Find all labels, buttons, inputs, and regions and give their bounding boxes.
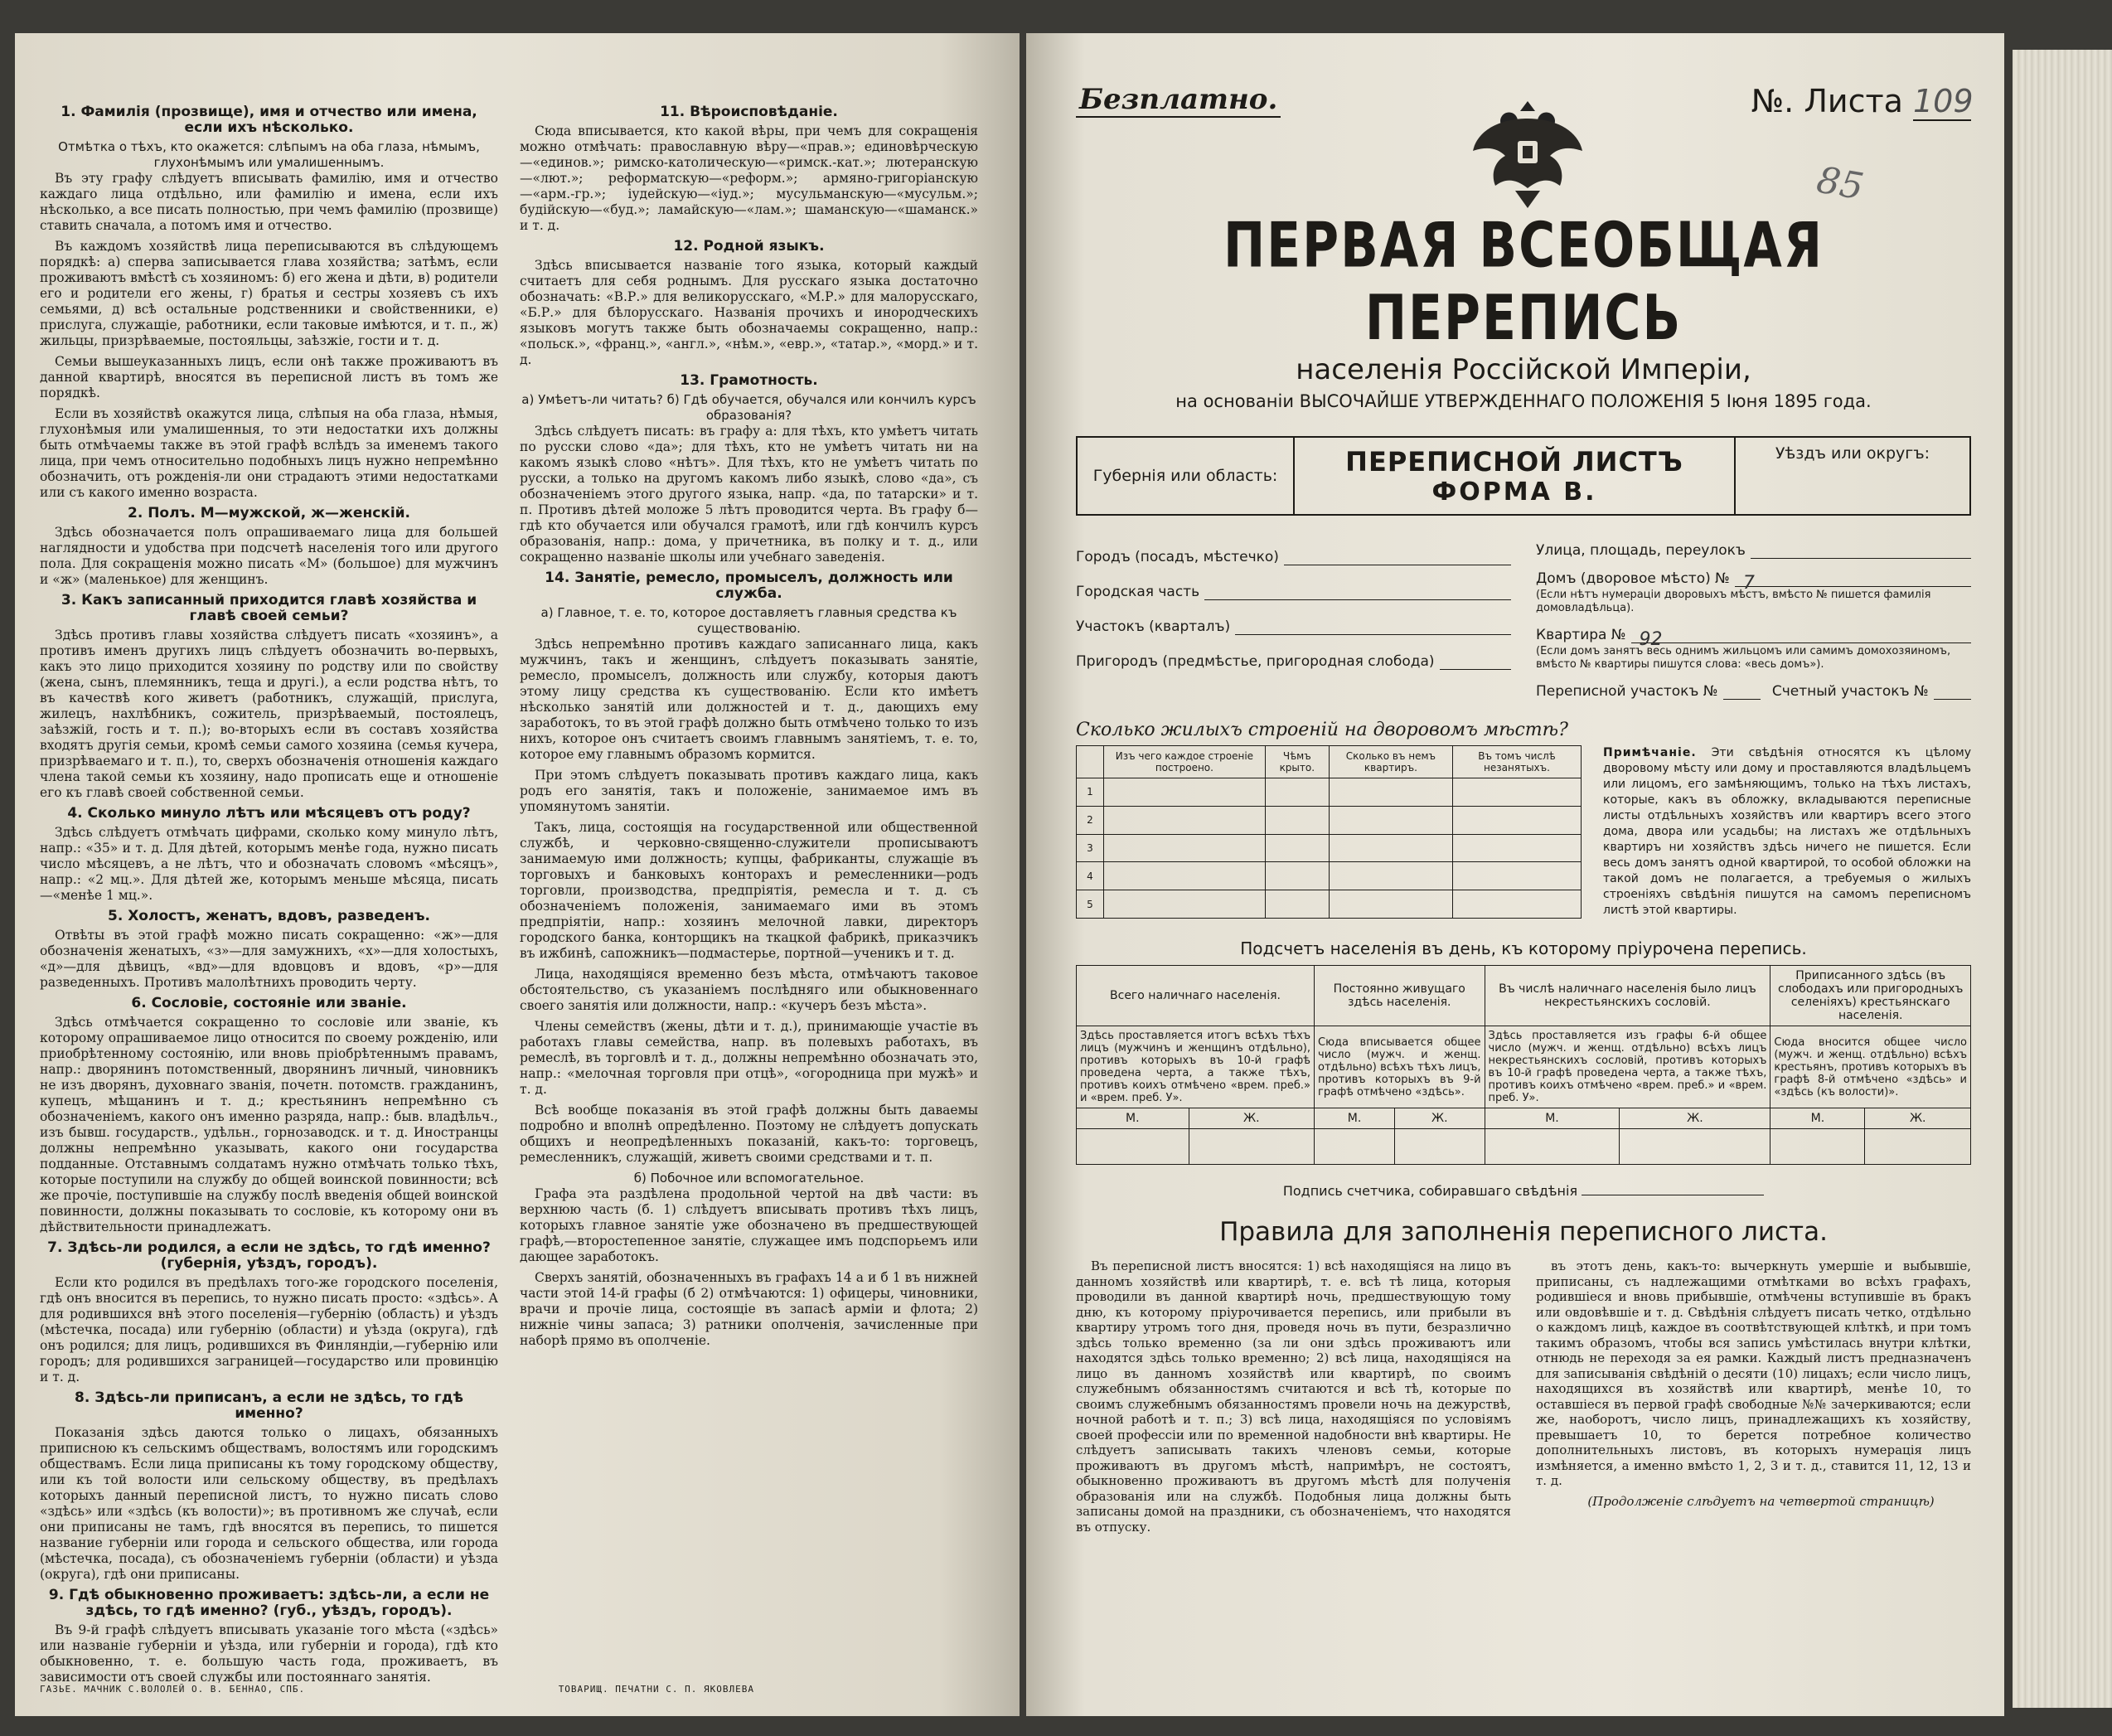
paragraph: При этомъ слѣдуетъ показывать противъ каждаго лица, какъ родъ его занятія, такъ и положеніе, занимаемое имъ въ упомянутомъ занятіи.	[520, 768, 978, 814]
paragraph: Если въ хозяйствѣ окажутся лица, слѣпыя на оба глаза, нѣмыя, глухонѣмыя или умалишенныя, то эти недостатки ихъ должны быть отмѣчаемы также въ этой графѣ вслѣдъ за именемъ такого лица, при чемъ относительно подобныхъ лицъ нужно непремѣнно обозначить, отъ рожденія-ли они страдаютъ этими недостатками или съ какого именно возраста.	[40, 406, 498, 500]
paragraph: Здѣсь слѣдуетъ писать: въ графу а: для тѣхъ, кто умѣетъ читать по русски слово «да»; для тѣхъ, кто не умѣетъ читать ни на какомъ языкѣ слово «нѣтъ». Для тѣхъ, кто не умѣетъ читать по русски, а только на другомъ какомъ либо языкѣ, слово «да», съ обозначеніемъ этого другого языка, напр. «да, по татарски» и т. п. Противъ дѣтей моложе 5 лѣтъ проводится черта. Въ графу б—гдѣ кто обучается или обучался грамотѣ, или гдѣ кончилъ курсъ образованія, напр.: дома, у причетника, въ полку и т. д., или сокращенно названіе школы или учебнаго заведенія.	[520, 424, 978, 565]
printer-imprint-right: ТОВАРИЩ. ПЕЧАТНИ С. П. ЯКОВЛЕВА	[558, 1684, 754, 1695]
double-headed-eagle-icon	[1465, 91, 1590, 216]
paragraph: Въ 9-й графѣ слѣдуетъ вписывать указаніе того мѣста («здѣсь» или названіе губерніи и уѣзда, или губерніи и города), гдѣ кто обыкновенно, т. е. большую часть года, проживаетъ, въ зависимости отъ своей службы или постояннаго занятія.	[40, 1622, 498, 1683]
address-fields-right	[1536, 531, 1971, 701]
paragraph: Сверхъ занятій, обозначенныхъ въ графахъ 14 а и б 1 въ нижней части этой 14-й графы (б 2) отмѣчаются: 1) офицеры, чиновники, врачи и прочіе лица, состоящіе въ запасѣ арміи и флота; 2) нижніе чины запаса; 3) ратники ополченія, зачисленные при наборѣ прямо въ ополченіе.	[520, 1270, 978, 1348]
note-title: Примѣчаніе.	[1603, 746, 1697, 759]
dwellings-question: Сколько жилыхъ строеній на дворовомъ мѣстѣ?	[1076, 720, 1568, 740]
census-area-field: Переписной участокъ № Счетный участокъ №	[1536, 683, 1971, 700]
instructions-column-1	[40, 99, 498, 1683]
dwellings-row: 3	[1077, 834, 1582, 862]
male-column-label: М.	[1315, 1108, 1395, 1129]
census-title: ПЕРВАЯ ВСЕОБЩАЯ ПЕРЕПИСЬ	[1223, 209, 1824, 355]
census-legal-basis: на основаніи ВЫСОЧАЙШЕ УТВЕРЖДЕННАГО ПОЛОЖЕНІЯ 5 Іюня 1895 года.	[1175, 391, 1872, 411]
address-field: Городъ (посадъ, мѣстечко)	[1076, 549, 1511, 565]
paragraph: Такъ, лица, состоящія на государственной или общественной службѣ, и черковно-священно-служители прописываютъ занимаемую ими должность; купцы, фабриканты, служащіе въ торговыхъ и банковыхъ конторахъ и ремесленники—родъ торговли, производства, предпріятія, ремесла и т. д. съ обозначеніемъ положенія, занимаемаго ими въ этомъ предпріятіи, напр.: хозяинъ мелочной лавки, директоръ городского банка, конторщикъ на ткацкой фабрикѣ, приказчикъ въ ижбинѣ, сапожникъ—подмастерье, портной—ученикъ и т. д.	[520, 820, 978, 961]
male-column-label: М.	[1077, 1108, 1189, 1129]
female-column-label: Ж.	[1189, 1108, 1314, 1129]
address-field: Пригородъ (предмѣстье, пригородная слобода)	[1076, 653, 1511, 670]
dwellings-column-header: Въ томъ числѣ незанятыхъ.	[1453, 746, 1582, 778]
dwellings-column-header: Сколько въ немъ квартиръ.	[1329, 746, 1452, 778]
count-column-note: Сюда вносится общее число (мужч. и женщ. отдѣльно) всѣхъ крестьянъ, противъ которыхъ въ графѣ 8-й отмѣчено «здѣсь» и «здѣсь (къ волости)».	[1770, 1026, 1971, 1108]
population-count-table	[1076, 965, 1971, 1165]
free-label: Безплатно.	[1076, 83, 1281, 118]
paragraph: Если кто родился въ предѣлахъ того-же городского поселенія, гдѣ онъ вносится въ перепись, то нужно писать просто: «здѣсь». А для родившихся внѣ этого поселенія—губернію (область) и уѣздъ (мѣстечка, посада) или губернію (области) и уѣзда (округа), гдѣ онъ родился; для лицъ, родившихся въ Финляндіи,—губернію или городъ; для родившихся заграницей—государство или провинцію и т. д.	[40, 1275, 498, 1384]
rules-continuation: (Продолженіе слѣдуетъ на четвертой страницѣ)	[1587, 1493, 1935, 1509]
right-page	[1026, 33, 2004, 1716]
address-fields	[1076, 531, 1971, 701]
section-heading: 14. Занятіе, ремесло, промыселъ, должность или служба.	[545, 570, 953, 602]
count-column-note: Сюда вписывается общее число (мужч. и женщ. отдѣльно) всѣхъ тѣхъ лицъ, противъ которыхъ въ 9-й графѣ отмѣчено «здѣсь».	[1315, 1026, 1485, 1108]
address-field: Городская часть	[1076, 584, 1511, 600]
section-heading: 6. Сословіе, состояніе или званіе.	[131, 995, 407, 1011]
house-number-handwritten: 7	[1735, 573, 1971, 587]
dwellings-row: 5	[1077, 890, 1582, 919]
dwellings-row: 1	[1077, 778, 1582, 807]
female-column-label: Ж.	[1395, 1108, 1485, 1129]
form-title-box	[1295, 438, 1736, 514]
census-subtitle: населенія Россійской Имперіи,	[1296, 353, 1751, 386]
form-title: ПЕРЕПИСНОЙ ЛИСТЪ	[1345, 445, 1683, 478]
dwellings-table	[1076, 745, 1582, 919]
house-field: Домъ (дворовое мѣсто) № 7	[1536, 570, 1971, 587]
dwellings-column-header: Изъ чего каждое строеніе построено.	[1104, 746, 1266, 778]
paragraph: Семьи вышеуказанныхъ лицъ, если онѣ также проживаютъ въ данной квартирѣ, вносятся въ переписной листъ въ томъ же порядкѣ.	[40, 354, 498, 400]
section-heading: 1. Фамилія (прозвище), имя и отчество или имена, если ихъ нѣсколько.	[61, 104, 477, 136]
section-heading: 4. Сколько минуло лѣтъ или мѣсяцевъ отъ роду?	[67, 805, 471, 822]
section-subheading: Отмѣтка о тѣхъ, кто окажется: слѣпымъ на оба глаза, нѣмымъ, глухонѣмымъ или умалишеннымъ.	[58, 139, 480, 170]
count-column-note: Здѣсь проставляется изъ графы 6-й общее число (мужч. и женщ. отдѣльно) всѣхъ лицъ некрестьянскихъ сословій, противъ которыхъ въ 10-й графѣ проведена черта, а также тѣхъ, противъ коихъ отмѣчено «врем. преб.» и «врем. преб. У».	[1485, 1026, 1770, 1108]
count-column-header: Постоянно живущаго здѣсь населенія.	[1315, 966, 1485, 1026]
house-note: (Если нѣтъ нумераціи дворовыхъ мѣстъ, вмѣсто № пишется фамилія домовладѣльца).	[1536, 589, 1931, 614]
paragraph: Здѣсь вписывается названіе того языка, который каждый считаетъ для себя роднымъ. Для русскаго языка достаточно обозначать: «В.Р.» для великорусскаго, «М.Р.» для малорусскаго, «Б.Р.» для бѣлорусскаго. Названія прочихъ и инородческихъ языковъ могутъ также быть обозначаемы сокращенно, напр.: «польск.», «франц.», «англ.», «нѣм.», «евр.», «татар.», «морд.» и т. д.	[520, 258, 978, 367]
address-field: Участокъ (кварталъ)	[1076, 618, 1511, 635]
section-heading: 13. Грамотность.	[680, 372, 818, 389]
address-fields-left	[1076, 531, 1511, 701]
count-column-note: Здѣсь проставляется итогъ всѣхъ тѣхъ лицъ (мужчинъ и женщинъ отдѣльно), противъ которыхъ въ 10-й графѣ проведена черта, а также тѣхъ, противъ коихъ отмѣчено «врем. преб.» и «врем. преб. У».	[1077, 1026, 1315, 1108]
printer-imprint-left: ГАЗЬЕ. МАЧНИК С.ВОЛОЛЕЙ О. В. БЕННАО, СПБ.	[40, 1684, 306, 1695]
flat-note: (Если домъ занятъ весь однимъ жильцомъ или самимъ домохозяиномъ, вмѣсто № квартиры пишутся слова: «весь домъ»).	[1536, 645, 1951, 671]
paragraph: Въ эту графу слѣдуетъ вписывать фамилію, имя и отчество каждаго лица отдѣльно, или фамилію и имена, если ихъ нѣсколько, а все писать полностью, при чемъ фамилію (прозвище) ставить сначала, а потомъ имя и отчество.	[40, 171, 498, 233]
form-header-box	[1076, 436, 1971, 516]
street-field: Улица, площадь, переулокъ	[1536, 542, 1971, 559]
paragraph: Здѣсь обозначается полъ опрашиваемаго лица для большей наглядности и удобства при подсчетѣ населенія того или другого пола. Для сокращенія можно писать «М» (большое) для мужчинъ и «ж» (маленькое) для женщинъ.	[40, 525, 498, 587]
uezd-label: Уѣздъ или округъ:	[1775, 444, 1930, 463]
male-column-label: М.	[1485, 1108, 1620, 1129]
gubernia-label: Губернія или область:	[1078, 438, 1295, 514]
census-header	[1076, 83, 1974, 224]
pencil-folio-number: 85	[1813, 158, 1867, 209]
paragraph: Здѣсь непремѣнно противъ каждаго записаннаго лица, какъ мужчинъ, такъ и женщинъ, слѣдуетъ показывать занятіе, ремесло, промыселъ, должность или службу, которыя даютъ этому лицу средства къ существованію. Если кто имѣетъ нѣсколько занятій или должностей и т. д., дающихъ ему заработокъ, то въ этой графѣ должно быть отмѣчено только то изъ нихъ, которое онъ считаетъ своимъ главнымъ занятіемъ, т. е. то, которое ему главнымъ образомъ кормится.	[520, 637, 978, 762]
rules-columns	[1076, 1258, 1971, 1540]
section-heading: 12. Родной языкъ.	[673, 238, 825, 255]
section-subheading: б) Побочное или вспомогательное.	[633, 1171, 865, 1186]
flat-number-handwritten: 92	[1631, 629, 1971, 643]
section-subheading: а) Умѣетъ-ли читать? б) Гдѣ обучается, обучался или кончилъ курсъ образованія?	[521, 392, 976, 423]
dwellings-row: 2	[1077, 806, 1582, 834]
paragraph: Здѣсь отмѣчается сокращенно то сословіе или званіе, къ которому опрашиваемое лицо относится по своему рожденію, или приобрѣтенному состоянію, или вновь пріобрѣтеннымъ правамъ, напр.: дворянинъ потомственный, дворянинъ личный, чиновникъ не изъ дворянъ, духовнаго званія, почетн. потомств. гражданинъ, купецъ, мѣщанинъ и т. д.; крестьянинъ непремѣнно съ обозначеніемъ, какого онъ именно разряда, напр.: быв. владѣльч., изъ бывш. государств., удѣльн., горнозаводск. и т. д. Иностранцы должны непремѣнно указывать, какого они государства подданные. Отставнымъ солдатамъ нужно отмѣчать только тѣхъ, которые поступили на службу до общей воинской повинности; всѣ же прочіе, поступившіе на службу послѣ введенія общей воинской повинности, должны показывать то сословіе, къ которому они въ дѣйствительности принадлежатъ.	[40, 1015, 498, 1234]
form-letter: ФОРМА В.	[1431, 477, 1597, 507]
note-text: Эти свѣдѣнія относятся къ цѣлому дворовому мѣсту или дому и проставляются владѣльцемъ или лицомъ, его замѣняющимъ, только на тѣхъ листахъ, которые, какъ въ обложку, вкладываются переписные листы отдѣльныхъ хозяйствъ или квартиръ всего этого дома, двора или усадьбы; на листахъ же отдѣльныхъ квартиръ ни хозяйствъ здѣсь ничего не пишется. Если весь домъ занятъ одной квартирой, то особой обложки на такой домъ не полагается, а требуемыя о жилыхъ строеніяхъ свѣдѣнія пишутся на самомъ переписномъ листѣ этой квартиры.	[1603, 746, 1972, 917]
male-column-label: М.	[1770, 1108, 1865, 1129]
section-heading: 7. Здѣсь-ли родился, а если не здѣсь, то гдѣ именно? (губернія, уѣздъ, городъ).	[47, 1239, 491, 1272]
paragraph: Въ каждомъ хозяйствѣ лица переписываются въ слѣдующемъ порядкѣ: а) сперва записывается глава хозяйства; затѣмъ, если проживаютъ вмѣстѣ съ хозяиномъ: б) его жена и дѣти, в) родители его и родители его жены, г) братья и сестры хозяевъ съ ихъ семьями, д) всѣ остальные родственники и свойственники, е) прислуга, служащіе, работники, если таковые имѣются, и т. п., ж) жильцы, призрѣваемые, постояльцы, заѣзжіе, гости и т. д.	[40, 239, 498, 348]
paragraph: Сюда вписывается, кто какой вѣры, при чемъ для сокращенія можно отмѣчать: православную вѣру—«прав.»; единовѣрческую—«единов.»; римско-католическую—«римск.-кат.»; лютеранскую—«лют.»; реформатскую—«реформ.»; армяно-григоріанскую—«арм.-гр.»; іудейскую—«іуд.»; мусульманскую—«мусульм.»; будійскую—«буд.»; ламайскую—«лам.»; шаманскую—«шаманск.» и т. д.	[520, 124, 978, 233]
dwellings-section	[1076, 745, 1971, 919]
female-column-label: Ж.	[1620, 1108, 1770, 1129]
flat-field: Квартира № 92	[1536, 627, 1971, 643]
paragraph: Здѣсь слѣдуетъ отмѣчать цифрами, сколько кому минуло лѣтъ, напр.: «35» и т. д. Для дѣтей, которымъ менѣе года, нужно писать число мѣсяцевъ, а не лѣтъ, что и обозначать словомъ «мѣсяцъ», напр.: «2 мц.». Для дѣтей же, которымъ меньше мѣсяца, писать—«менѣе 1 мц.».	[40, 825, 498, 903]
sheet-number	[1751, 83, 1974, 121]
population-count-title: Подсчетъ населенія въ день, къ которому пріурочена перепись.	[1240, 938, 1807, 958]
count-column-header: Въ числѣ наличнаго населенія было лицъ некрестьянскихъ сословій.	[1485, 966, 1770, 1026]
rules-title: Правила для заполненія переписного листа.	[1219, 1217, 1828, 1247]
section-heading: 9. Гдѣ обыкновенно проживаетъ: здѣсь-ли, а если не здѣсь, то гдѣ именно? (губ., уѣздъ, городъ).	[48, 1587, 490, 1619]
instructions-column-2	[520, 99, 978, 1683]
paragraph: Графа эта раздѣлена продольной чертой на двѣ части: въ верхнюю часть (б. 1) слѣдуетъ вписывать противъ тѣхъ лицъ, которыхъ главное занятіе уже обозначено въ предшествующей графѣ,—второстепенное занятіе, служащее имъ подспорьемъ или дающее заработокъ.	[520, 1186, 978, 1264]
page-edges	[2013, 50, 2112, 1708]
section-heading: 11. Вѣроисповѣданіе.	[660, 104, 838, 120]
dwellings-note	[1603, 745, 1971, 919]
left-columns	[40, 99, 978, 1683]
paragraph: Члены семействъ (жены, дѣти и т. д.), принимающіе участіе въ работахъ главы семейства, напр. въ полевыхъ работахъ, въ ремеслѣ, въ торговлѣ и т. д., должны непремѣнно обозначать это, напр.: «мелочная торговля при отцѣ», «огородница при мужѣ» и т. д.	[520, 1019, 978, 1097]
count-column-header: Всего наличнаго населенія.	[1077, 966, 1315, 1026]
section-heading: 5. Холостъ, женатъ, вдовъ, разведенъ.	[108, 908, 430, 924]
rules-column-2: въ этотъ день, какъ-то: вычеркнуть умершіе и выбывшіе, приписаны, съ надлежащими отмѣтками во всѣхъ графахъ, родившіеся и вновь прибывшіе, отмѣчены вступившіе въ бракъ или овдовѣвшіе и т. д. Свѣдѣнія слѣдуетъ писать четко, отдѣльно о каждомъ лицѣ, каждое въ соотвѣтствующей клѣткѣ, и при томъ такимъ образомъ, чтобы вся запись умѣстилась внутри клѣтки, отнюдь не переходя за ея рамки. Каждый листъ предназначенъ для записыванія свѣдѣній о десяти (10) лицахъ; если число лицъ, находящихся въ хозяйствѣ или квартирѣ, менѣе 10, то оставшіеся въ первой графѣ свободные №№ зачеркиваются; если же, наоборотъ, число лицъ, принадлежащихъ къ хозяйству, превышаетъ 10, то берется потребное количество дополнительныхъ листовъ, въ которыхъ нумерація лицъ измѣняется, а именно вмѣсто 1, 2, 3 и т. д., ставится 11, 12, 13 и т. д. (Продолженіе слѣдуетъ на четвертой страницѣ)	[1536, 1258, 1971, 1509]
paragraph: Показанія здѣсь даются только о лицахъ, обязанныхъ приписною къ сельскимъ обществамъ, волостямъ или городскимъ обществамъ. Если лица приписаны къ тому городскому обществу, или къ той волости или сельскому обществу, въ предѣлахъ которыхъ данный переписной листъ, то нужно писать слово «здѣсь» или «здѣсь (къ волости)»; въ противномъ же случаѣ, если они приписаны не тамъ, гдѣ вносятся въ перепись, то пишется название губерніи или города и сельского общества, или города (мѣстечка, посада), съ обозначеніемъ губерніи (области) и уѣзда (округа), гдѣ они приписаны.	[40, 1425, 498, 1582]
female-column-label: Ж.	[1865, 1108, 1971, 1129]
enumerator-signature: Подпись счетчика, собиравшаго свѣдѣнія	[1076, 1183, 1971, 1199]
paragraph: Здѣсь противъ главы хозяйства слѣдуетъ писать «хозяинъ», а противъ именъ другихъ лицъ слѣдуетъ обозначить во-первыхъ, какъ это лицо приходится хозяину по родству или по свойству (жена, сынъ, племянникъ, теща и другі.), а если родства нѣтъ, то въ качествѣ кого живетъ (работникъ, служащій, прислуга, жилецъ, нахлѣбникъ, сожитель, призрѣваемый, постоялецъ, заѣзжій, гость и т. п.); во-вторыхъ если въ составъ хозяйства входятъ другія семьи, кромѣ семьи самого хозяина (семья кучера, призрѣваемаго и т. п.), то, сверхъ обозначенія отношенія каждаго члена такой семьи къ хозяину, надо прописать еще и отношеніе его къ главѣ своей собственной семьи.	[40, 628, 498, 800]
paragraph: Отвѣты въ этой графѣ можно писать сокращенно: «ж»—для обозначенія женатыхъ, «з»—для замужнихъ, «х»—для холостыхъ, «д»—для дѣвицъ, «вд»—для вдовцовъ и вдовъ, «р»—для разведенныхъ. Противъ малолѣтнихъ проводить черту.	[40, 928, 498, 990]
dwellings-row: 4	[1077, 862, 1582, 890]
dwellings-column-header: Чѣмъ крыто.	[1265, 746, 1329, 778]
section-subheading: а) Главное, т. е. то, которое доставляетъ главныя средства къ существованію.	[540, 605, 957, 636]
rules-column-1: Въ переписной листъ вносятся: 1) всѣ находящіяся на лицо въ данномъ хозяйствѣ или квартирѣ, т. е. всѣ тѣ лица, которыя проводили въ данной квартирѣ ночь, предшествующую тому дню, къ которому пріурочивается перепись, или прибыли въ квартиру утромъ того дня, проведя ночь въ пути, безразлично здѣсь только временно (за ли они здѣсь проживаютъ или находятся здѣсь только временно; 2) всѣ лица, находящіяся на лицо въ данномъ хозяйствѣ или квартирѣ, по своимъ служебнымъ обязанностямъ считаются и всѣ тѣ, которые по своимъ служебнымъ обязанностямъ провели ночь на дежурствѣ, ночной работѣ и т. п.; 3) всѣ лица, находящіяся по условіямъ своей профессіи или по временной надобности внѣ квартиры. Не слѣдуетъ записывать такихъ членовъ семьи, которые проживаютъ въ другомъ мѣстѣ, напримѣръ, не состоятъ, обыкновенно проживаютъ въ другомъ мѣстѣ для полученія образованія или на службѣ. Подобныя лица должны быть записаны домой на праздники, съ обозначеніемъ, что находятся въ отпуску.	[1076, 1258, 1511, 1535]
sheet-number-handwritten: 109	[1913, 83, 1974, 119]
left-page	[15, 33, 1020, 1716]
section-heading: 3. Какъ записанный приходится главѣ хозяйства и главѣ своей семьи?	[61, 592, 477, 624]
paragraph: Лица, находящіяся временно безъ мѣста, отмѣчаютъ таковое обстоятельство, съ указаніемъ послѣдняго или обыкновеннаго своего занятія или должности, напр.: «кучеръ безъ мѣста».	[520, 967, 978, 1013]
sheet-number-label: №. Листа	[1751, 83, 1903, 119]
count-column-header: Приписанного здѣсь (въ слободахъ или пригородныхъ селеніяхъ) крестьянскаго населенія.	[1770, 966, 1971, 1026]
paragraph: Всѣ вообще показанія въ этой графѣ должны быть даваемы подробно и вполнѣ опредѣленно. Поэтому не слѣдуетъ допускать общихъ и неопредѣленныхъ показаній, какъ-то: торговецъ, ремесленникъ, служащій, живетъ своими средствами и т. п.	[520, 1103, 978, 1165]
section-heading: 2. Полъ. М—мужской, ж—женскій.	[127, 505, 411, 521]
section-heading: 8. Здѣсь-ли приписанъ, а если не здѣсь, то гдѣ именно?	[75, 1389, 463, 1422]
